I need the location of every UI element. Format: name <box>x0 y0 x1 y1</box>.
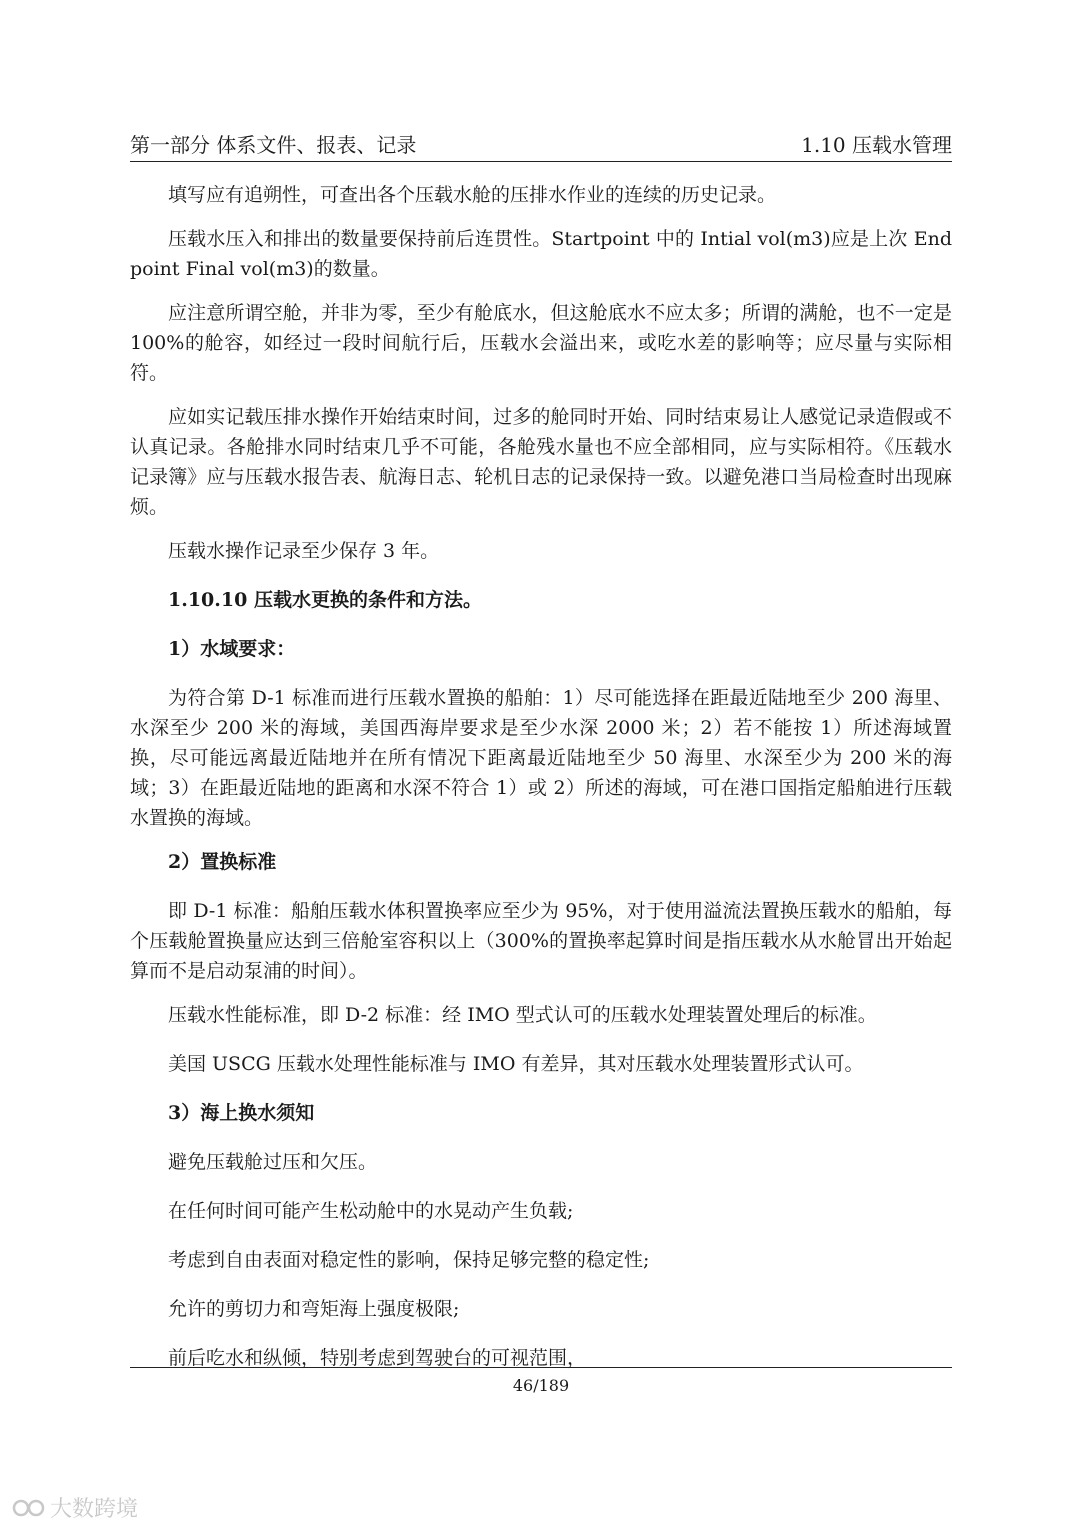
logo-icon <box>12 1496 46 1520</box>
paragraph-empty-full-tank: 应注意所谓空舱，并非为零，至少有舱底水，但这舱底水不应太多；所谓的满舱，也不一定是 100%的舱容，如经过一段时间航行后，压载水会溢出来，或吃水差的影响等；应尽量与实际相符。 <box>130 302 952 384</box>
list-item: 在任何时间可能产生松动舱中的水晃动产生负载; <box>168 1200 574 1222</box>
subheading-exchange-standard: 2）置换标准 <box>168 851 277 873</box>
watermark-text: 大数跨境 <box>50 1497 139 1522</box>
paragraph-d1-standard: 即 D-1 标准：船舶压载水体积置换率应至少为 95%，对于使用溢流法置换压载水的船舶，每个压载舱置换量应达到三倍舱室容积以上（300%的置换率起算时间是指压载水从水舱冒出开始起算而不是启动泵浦的时间）。 <box>130 900 952 982</box>
header-chapter-title: 1.10 压载水管理 <box>801 133 952 157</box>
paragraph-d2-standard: 压载水性能标准，即 D-2 标准：经 IMO 型式认可的压载水处理装置处理后的标准。 <box>168 1004 877 1026</box>
list-item: 考虑到自由表面对稳定性的影响，保持足够完整的稳定性; <box>168 1249 650 1271</box>
list-item: 避免压载舱过压和欠压。 <box>168 1151 378 1173</box>
document-body <box>130 180 952 1392</box>
list-item: 前后吃水和纵倾，特别考虑到驾驶台的可视范围， <box>168 1347 587 1369</box>
paragraph-uscg: 美国 USCG 压载水处理性能标准与 IMO 有差异，其对压载水处理装置形式认可。 <box>168 1053 864 1075</box>
section-heading: 1.10.10 压载水更换的条件和方法。 <box>168 589 482 611</box>
paragraph-water-area: 为符合第 D-1 标准而进行压载水置换的船舶：1）尽可能选择在距最近陆地至少 200 海里、水深至少 200 米的海域，美国西海岸要求是至少水深 2000 米；2）若不能按 1）所述海域置换，尽可能远离最近陆地并在所有情况下距离最近陆地至少 50 海里、水深至少为 200 米的海域；3）在距最近陆地的距离和水深不符合 1）或 2）所述的海域，可在港口国指定船舶进行压载水置换的海域。 <box>130 687 952 829</box>
subheading-sea-exchange: 3）海上换水须知 <box>168 1102 315 1124</box>
paragraph-record-timing: 应如实记载压排水操作开始结束时间，过多的舱同时开始、同时结束易让人感觉记录造假或不认真记录。各舱排水同时结束几乎不可能，各舱残水量也不应全部相同，应与实际相符。《压载水记录簿》应与压载水报告表、航海日志、轮机日志的记录保持一致。以避免港口当局检查时出现麻烦。 <box>130 406 952 518</box>
paragraph-traceability: 填写应有追朔性，可查出各个压载水舱的压排水作业的连续的历史记录。 <box>168 184 777 206</box>
paragraph-continuity: 压载水压入和排出的数量要保持前后连贯性。Startpoint 中的 Intial vol(m3)应是上次 End point Final vol(m3)的数量。 <box>130 228 952 280</box>
paragraph-retention: 压载水操作记录至少保存 3 年。 <box>168 540 440 562</box>
watermark <box>12 1492 138 1523</box>
page-header <box>130 130 952 160</box>
subheading-water-area: 1）水域要求： <box>168 638 296 660</box>
page-number: 46/189 <box>512 1376 570 1395</box>
footer-divider <box>130 1367 952 1368</box>
header-section-title: 第一部分 体系文件、报表、记录 <box>130 133 417 157</box>
list-item: 允许的剪切力和弯矩海上强度极限; <box>168 1298 460 1320</box>
header-divider <box>130 161 952 162</box>
